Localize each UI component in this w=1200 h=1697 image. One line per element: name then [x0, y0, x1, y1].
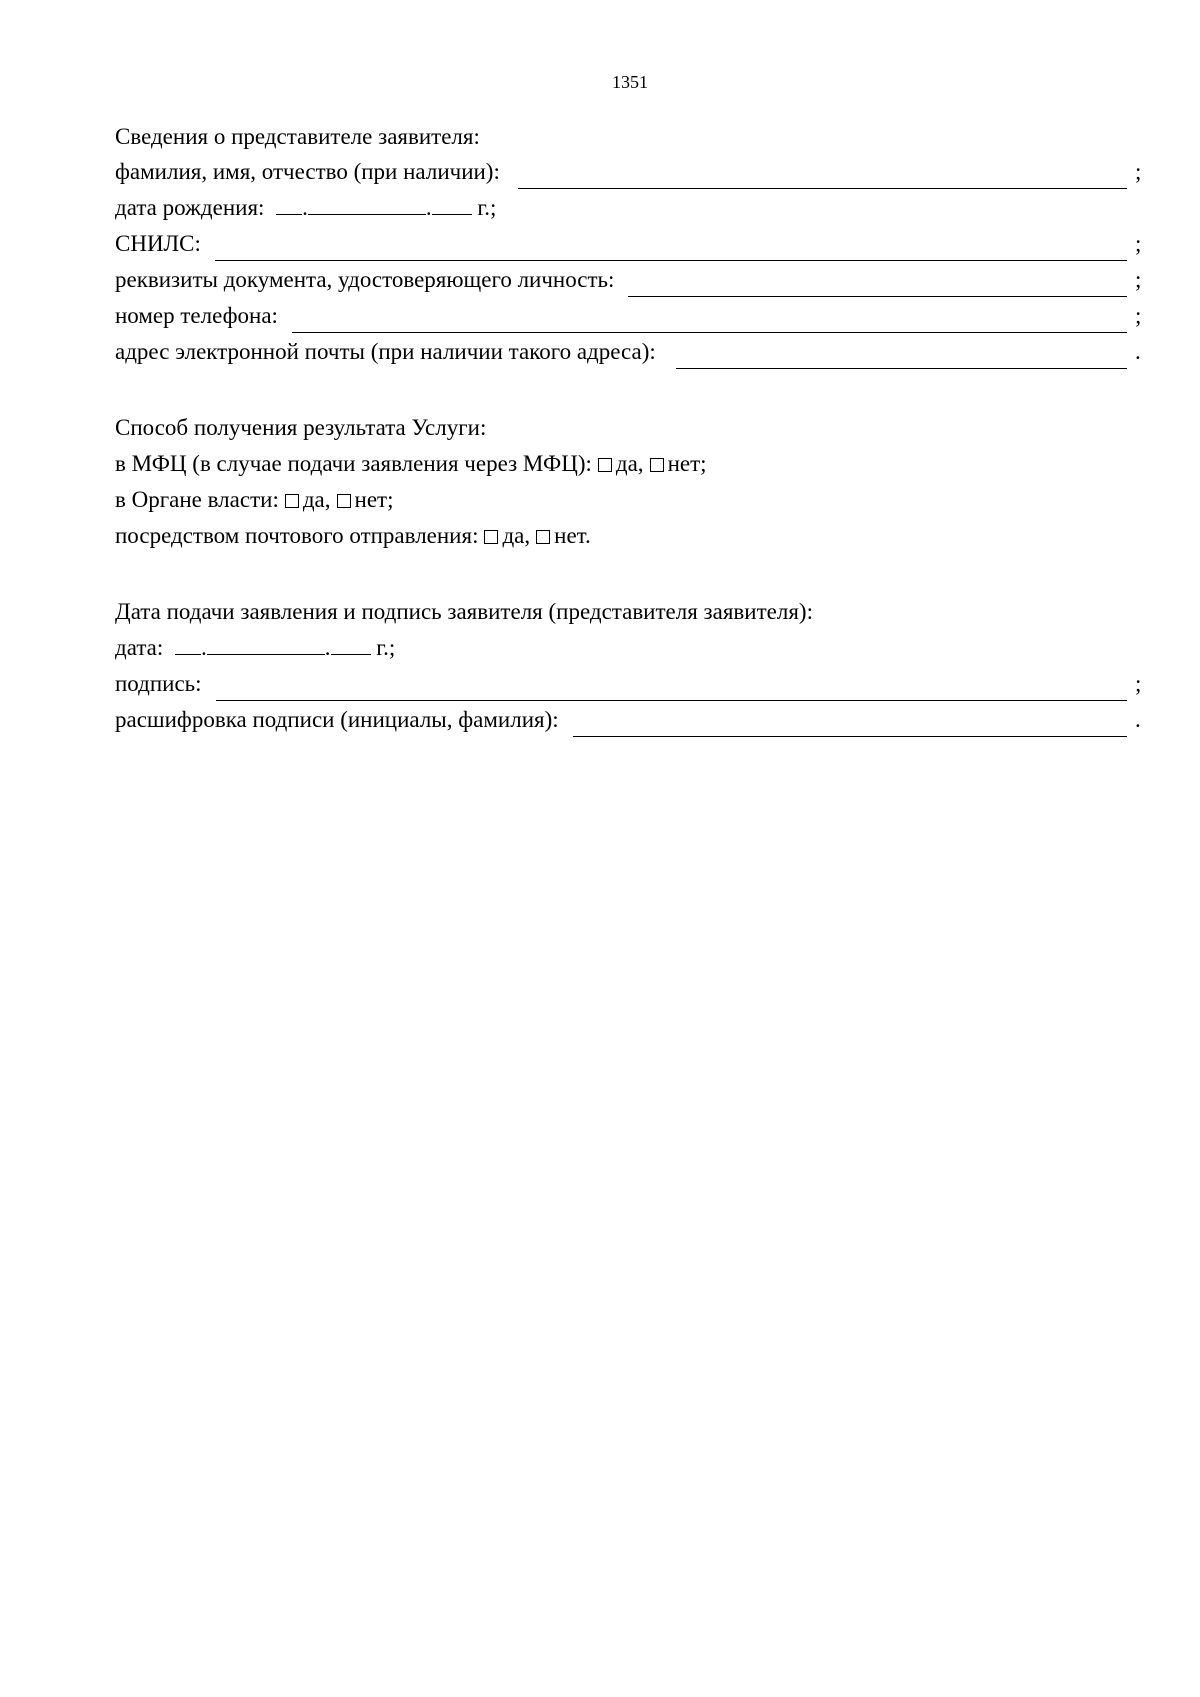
delivery-mfc-yes-label: да, — [615, 451, 644, 476]
signature-field[interactable] — [216, 676, 1127, 701]
phone-label: номер телефона: — [115, 303, 278, 328]
email-terminator: . — [1135, 339, 1141, 364]
full-name-label: фамилия, имя, отчество (при наличии): — [115, 159, 500, 184]
signature-decoding-label: расшифровка подписи (инициалы, фамилия): — [115, 707, 559, 732]
signature-decoding-row — [115, 703, 1145, 737]
delivery-mfc-label: в МФЦ (в случае подачи заявления через МФЦ): — [115, 451, 592, 476]
signature-row — [115, 667, 1145, 701]
birth-date-year-field[interactable] — [432, 194, 472, 215]
snils-label: СНИЛС: — [115, 231, 201, 256]
delivery-authority-row — [115, 483, 1145, 517]
email-label: адрес электронной почты (при наличии такого адреса): — [115, 339, 656, 364]
birth-date-month-field[interactable] — [308, 194, 426, 215]
delivery-authority-yes-checkbox[interactable] — [285, 494, 299, 508]
delivery-authority-label: в Органе власти: — [115, 487, 279, 512]
delivery-mfc-no-label: нет; — [667, 451, 707, 476]
delivery-post-yes-label: да, — [502, 523, 531, 548]
phone-terminator: ; — [1135, 303, 1142, 328]
submission-date-year-field[interactable] — [331, 634, 371, 655]
signature-heading: Дата подачи заявления и подпись заявителя (представителя заявителя): — [115, 599, 813, 624]
submission-date-year-suffix: г.; — [376, 635, 396, 660]
delivery-post-yes-checkbox[interactable] — [484, 530, 498, 544]
snils-terminator: ; — [1135, 231, 1142, 256]
representative-full-name-row — [115, 155, 1145, 189]
snils-row — [115, 227, 1145, 261]
delivery-mfc-no-checkbox[interactable] — [650, 458, 664, 472]
delivery-mfc-yes-checkbox[interactable] — [598, 458, 612, 472]
delivery-post-no-label: нет. — [554, 523, 591, 548]
delivery-post-row — [115, 519, 1145, 553]
delivery-authority-no-checkbox[interactable] — [337, 494, 351, 508]
phone-row — [115, 299, 1145, 333]
id-document-terminator: ; — [1135, 267, 1142, 292]
snils-field[interactable] — [215, 236, 1127, 261]
signature-decoding-terminator: . — [1135, 707, 1141, 732]
signature-terminator: ; — [1135, 671, 1142, 696]
id-document-field[interactable] — [628, 272, 1127, 297]
delivery-post-label: посредством почтового отправления: — [115, 523, 479, 548]
full-name-field[interactable] — [518, 164, 1127, 189]
id-document-label: реквизиты документа, удостоверяющего личность: — [115, 267, 615, 292]
submission-date-month-field[interactable] — [207, 634, 325, 655]
submission-date-row: дата: . . г.; — [115, 635, 396, 660]
delivery-authority-no-label: нет; — [354, 487, 394, 512]
submission-date-day-field[interactable] — [175, 634, 201, 655]
page-number: 1351 — [612, 72, 648, 92]
birth-date-label: дата рождения: — [115, 195, 265, 220]
delivery-heading: Способ получения результата Услуги: — [115, 415, 487, 440]
birth-date-year-suffix: г.; — [477, 195, 497, 220]
email-row — [115, 335, 1145, 369]
birth-date-day-field[interactable] — [276, 194, 302, 215]
birth-date-row: дата рождения: . . г.; — [115, 195, 497, 220]
full-name-terminator: ; — [1135, 159, 1142, 184]
phone-field[interactable] — [292, 308, 1127, 333]
delivery-mfc-row — [115, 447, 1145, 481]
delivery-authority-yes-label: да, — [302, 487, 331, 512]
submission-date-label: дата: — [115, 635, 164, 660]
signature-decoding-field[interactable] — [573, 712, 1127, 737]
id-document-row — [115, 263, 1145, 297]
email-field[interactable] — [676, 344, 1127, 369]
signature-label: подпись: — [115, 671, 202, 696]
delivery-post-no-checkbox[interactable] — [536, 530, 550, 544]
representative-heading: Сведения о представителе заявителя: — [115, 124, 480, 149]
